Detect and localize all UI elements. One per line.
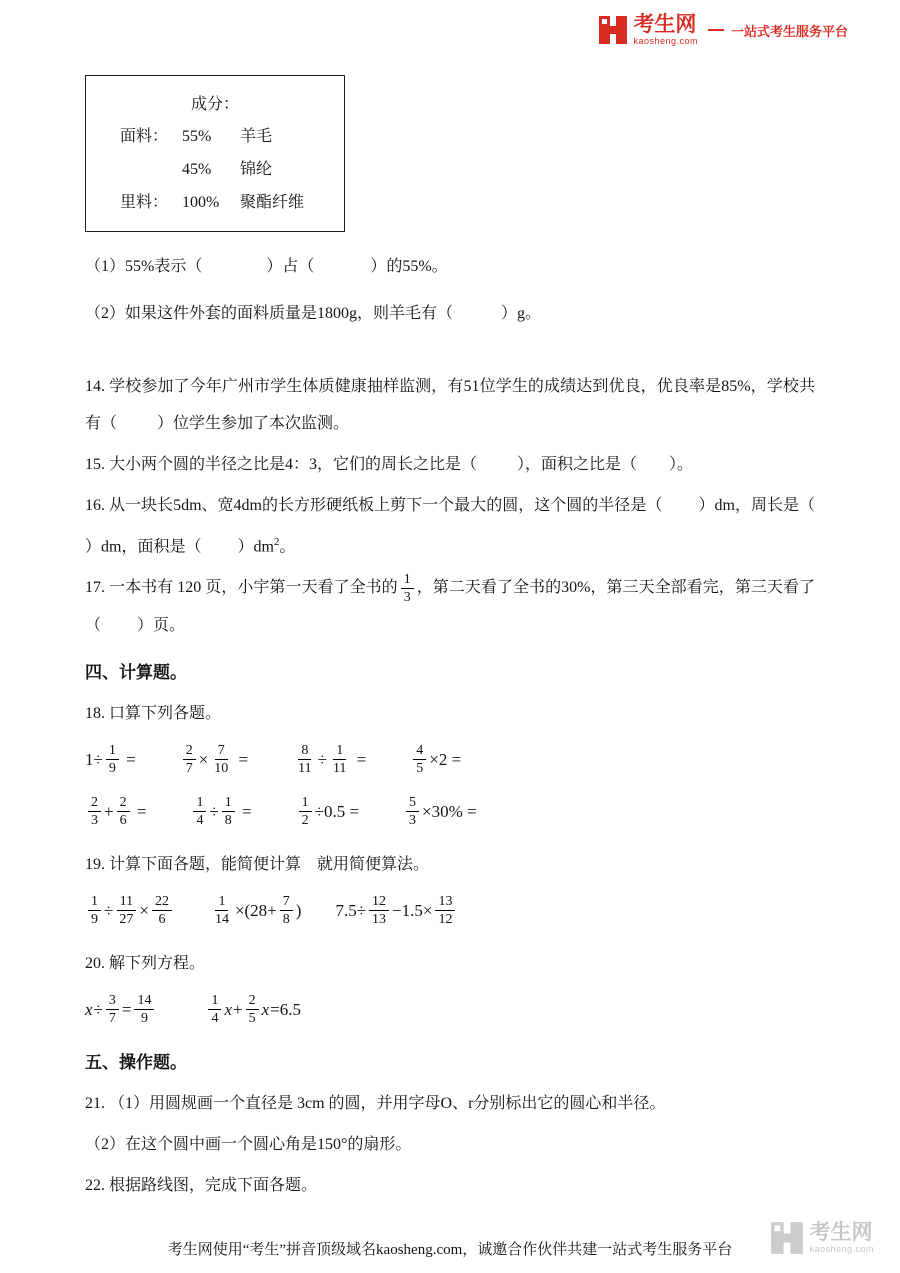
expr-text: =6.5	[270, 999, 302, 1019]
fraction	[208, 992, 221, 1028]
operator: ÷	[209, 801, 219, 821]
section-4-title: 四、计算题。	[85, 662, 187, 682]
expression-18-2	[180, 742, 248, 778]
fraction	[88, 794, 101, 830]
fraction	[413, 742, 426, 778]
logo-name: 考生网	[633, 13, 697, 36]
comp-pct: 45%	[182, 161, 212, 178]
question-18-label: 18. 口算下列各题。	[85, 704, 222, 722]
numerator: 3	[106, 992, 119, 1011]
numerator: 7	[280, 893, 293, 912]
watermark-domain: kaosheng.com	[809, 1244, 874, 1254]
denominator: 13	[372, 912, 387, 928]
fraction	[401, 571, 414, 607]
comp-material: 锦纶	[240, 161, 273, 178]
operator: +	[104, 801, 114, 821]
question-17-post: ，第二天看了全书的30%，第三天全部看完，第三天看了（ ）页。	[85, 579, 815, 634]
denominator: 6	[158, 912, 166, 928]
denominator: 7	[108, 1011, 116, 1027]
composition-row	[86, 120, 344, 153]
expr-text: =	[352, 749, 367, 769]
expr-text: =	[234, 749, 249, 769]
numerator: 7	[215, 742, 228, 761]
kaosheng-logo-icon	[598, 15, 628, 45]
fraction	[117, 794, 130, 830]
expression-18-3	[292, 742, 366, 778]
numerator: 1	[215, 893, 228, 912]
fraction	[299, 794, 312, 830]
denominator: 5	[416, 761, 424, 777]
expression-18-6	[190, 794, 251, 830]
q20-row	[85, 992, 815, 1028]
composition-title: 成分：	[190, 96, 239, 113]
question-15: 15. 大小两个圆的半径之比是4：3，它们的周长之比是（ ），面积之比是（ ）。	[85, 456, 694, 473]
comp-label	[120, 153, 182, 186]
numerator: 1	[222, 794, 235, 813]
fraction	[406, 794, 419, 830]
denominator: 8	[224, 813, 232, 829]
question-13-part1: （1）55%表示（ ）占（ ）的55%。	[85, 258, 448, 275]
question-17-pre: 17. 一本书有 120 页，小宇第一天看了全书的	[85, 579, 398, 597]
question-16-sup: 2	[273, 536, 280, 548]
denominator: 4	[211, 1011, 219, 1027]
question-14: 14. 学校参加了今年广州市学生体质健康抽样监测，有51位学生的成绩达到优良，优良率是85%，学校共有（ ）位学生参加了本次监测。	[85, 378, 815, 432]
operator: +	[233, 999, 243, 1019]
question-17	[85, 569, 815, 643]
denominator: 4	[196, 813, 204, 829]
numerator: 5	[406, 794, 419, 813]
fraction	[134, 992, 154, 1028]
section-5-title: 五、操作题。	[85, 1052, 187, 1072]
expression-18-5	[85, 794, 146, 830]
numerator: 1	[193, 794, 206, 813]
denominator: 3	[91, 813, 98, 829]
composition-box	[85, 75, 345, 232]
fraction	[246, 992, 259, 1028]
numerator: 13	[435, 893, 455, 912]
expr-text: −1.5×	[392, 900, 433, 920]
watermark-name: 考生网	[809, 1221, 873, 1244]
operator: ×	[198, 749, 209, 769]
expression-19-3	[335, 893, 458, 929]
expr-text: 7.5÷	[335, 900, 367, 920]
denominator: 2	[301, 813, 309, 829]
denominator: 6	[119, 813, 127, 829]
comp-material: 聚酯纤维	[240, 194, 305, 211]
variable-x: x	[224, 999, 233, 1019]
numerator: 2	[117, 794, 130, 813]
expr-text: =	[132, 801, 147, 821]
denominator: 9	[140, 1011, 148, 1027]
operator: =	[121, 999, 132, 1019]
question-21-part2: （2）在这个圆中画一个圆心角是150°的扇形。	[85, 1135, 412, 1153]
q18-row1	[85, 742, 815, 778]
denominator: 12	[438, 912, 453, 928]
numerator: 8	[298, 742, 311, 761]
fraction	[280, 893, 293, 929]
numerator: 14	[134, 992, 154, 1011]
operator: ÷	[104, 900, 114, 920]
fraction	[295, 742, 314, 778]
footer-text: 考生网使用“考生”拼音顶级域名kaosheng.com，诚邀合作伙伴共建一站式考生服务平台	[167, 1242, 733, 1258]
expression-18-1	[85, 742, 136, 778]
expr-text: 1÷	[85, 749, 103, 769]
denominator: 7	[185, 761, 193, 777]
expr-text: )	[295, 900, 302, 920]
denominator: 27	[119, 912, 134, 928]
comp-pct: 55%	[182, 128, 212, 145]
logo-dash	[708, 29, 724, 31]
numerator: 11	[117, 893, 136, 912]
fraction	[116, 893, 136, 929]
watermark-text-block	[809, 1222, 874, 1254]
denominator: 11	[332, 761, 347, 777]
question-16	[85, 487, 851, 565]
numerator: 1	[88, 893, 101, 912]
fraction	[330, 742, 349, 778]
expr-text: =	[237, 801, 252, 821]
fraction	[106, 992, 119, 1028]
fraction	[222, 794, 235, 830]
operator: ÷	[317, 749, 327, 769]
numerator: 1	[299, 794, 312, 813]
expression-19-2	[209, 893, 302, 929]
question-16-text: 16. 从一块长5dm、宽4dm的长方形硬纸板上剪下一个最大的圆，这个圆的半径是（ ）dm，周长是（ ）dm，面积是（ ）dm	[85, 497, 851, 556]
composition-row	[86, 153, 344, 186]
expr-text: ×(28+	[234, 900, 277, 920]
denominator: 14	[214, 912, 229, 928]
numerator: 2	[88, 794, 101, 813]
variable-x: x	[261, 999, 270, 1019]
question-22: 22. 根据路线图，完成下面各题。	[85, 1176, 318, 1194]
question-16-tail: 。	[279, 538, 296, 556]
denominator: 9	[108, 761, 116, 777]
denominator: 9	[91, 912, 98, 928]
question-19-label: 19. 计算下面各题，能简便计算 就用简便算法。	[85, 855, 430, 873]
logo-text-block	[633, 14, 698, 46]
denominator: 3	[403, 590, 411, 606]
logo-domain: kaosheng.com	[633, 36, 698, 46]
fraction	[369, 893, 389, 929]
kaosheng-watermark	[770, 1221, 874, 1255]
fraction	[152, 893, 172, 929]
q18-row2	[85, 794, 815, 830]
question-20-label: 20. 解下列方程。	[85, 954, 206, 972]
question-13-part2: （2）如果这件外套的面料质量是1800g，则羊毛有（ ）g。	[85, 305, 542, 322]
expr-text: ÷0.5 =	[314, 801, 360, 821]
expression-19-1	[85, 893, 175, 929]
expression-18-4	[410, 742, 461, 778]
operator: ÷	[93, 999, 103, 1019]
numerator: 22	[152, 893, 172, 912]
numerator: 1	[106, 742, 119, 761]
expression-18-7	[296, 794, 359, 830]
kaosheng-logo	[598, 14, 848, 46]
kaosheng-watermark-icon	[770, 1221, 804, 1255]
q19-row	[85, 893, 815, 929]
fraction	[183, 742, 196, 778]
numerator: 4	[413, 742, 426, 761]
numerator: 2	[246, 992, 259, 1011]
numerator: 2	[183, 742, 196, 761]
expr-text: =	[121, 749, 136, 769]
fraction	[435, 893, 455, 929]
variable-x: x	[85, 999, 93, 1019]
numerator: 12	[369, 893, 389, 912]
fraction	[106, 742, 119, 778]
expr-text: ×2 =	[429, 749, 462, 769]
denominator: 8	[282, 912, 290, 928]
numerator: 1	[401, 571, 414, 590]
numerator: 1	[208, 992, 221, 1011]
operator: ×	[139, 900, 149, 920]
denominator: 10	[214, 761, 229, 777]
comp-pct: 100%	[182, 194, 220, 211]
fraction	[88, 893, 101, 929]
composition-row	[86, 186, 344, 219]
numerator: 1	[333, 742, 346, 761]
denominator: 3	[409, 813, 417, 829]
equation-20-2	[205, 992, 301, 1028]
equation-20-1	[85, 992, 157, 1028]
fraction	[211, 742, 231, 778]
comp-label: 面料：	[120, 128, 169, 145]
expr-text: ×30% =	[422, 801, 477, 821]
question-21-part1: 21. （1）用圆规画一个直径是 3cm 的圆，并用字母O、r分别标出它的圆心和半径。	[85, 1094, 666, 1112]
denominator: 11	[298, 761, 312, 777]
comp-label: 里料：	[120, 194, 169, 211]
logo-tagline: 一站式考生服务平台	[730, 23, 848, 39]
comp-material: 羊毛	[240, 128, 273, 145]
denominator: 5	[248, 1011, 256, 1027]
expression-18-8	[403, 794, 477, 830]
fraction	[212, 893, 232, 929]
fraction	[193, 794, 206, 830]
